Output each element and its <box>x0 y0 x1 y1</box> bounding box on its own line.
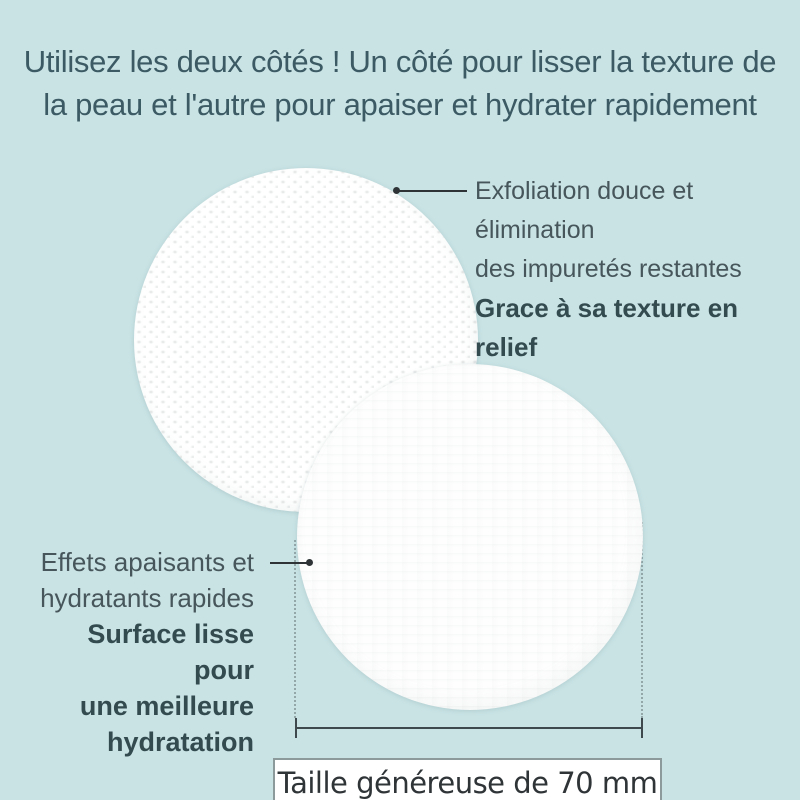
left-callout-text <box>30 544 254 760</box>
size-label: Taille généreuse de 70 mm <box>277 766 658 800</box>
left-callout-bold-2: une meilleure <box>79 691 254 721</box>
size-label-box <box>273 758 662 800</box>
right-callout-text <box>475 172 795 367</box>
left-callout-line <box>270 562 308 564</box>
right-callout-line <box>399 190 467 192</box>
right-callout-line-1: Exfoliation douce et élimination <box>475 177 694 244</box>
measure-tick-left <box>295 718 297 738</box>
smooth-cotton-pad-image <box>297 364 643 710</box>
headline-line-2: la peau et l'autre pour apaiser et hydrater rapidement <box>43 87 757 122</box>
measure-tick-right <box>641 718 643 738</box>
right-callout-line-2: des impuretés restantes <box>475 255 742 283</box>
left-callout-dot <box>306 559 313 566</box>
measure-guide-left <box>294 540 296 718</box>
headline <box>0 40 800 126</box>
left-callout-bold-3: hydratation <box>106 727 254 757</box>
measure-line <box>296 727 643 729</box>
left-callout-line-1: Effets apaisants et <box>40 547 254 577</box>
headline-line-1: Utilisez les deux côtés ! Un côté pour lisser la texture de <box>23 44 777 79</box>
left-callout-bold-1: Surface lisse pour <box>87 619 254 685</box>
right-callout-bold: Grace à sa texture en relief <box>475 293 739 362</box>
left-callout-line-2: hydratants rapides <box>40 583 254 613</box>
